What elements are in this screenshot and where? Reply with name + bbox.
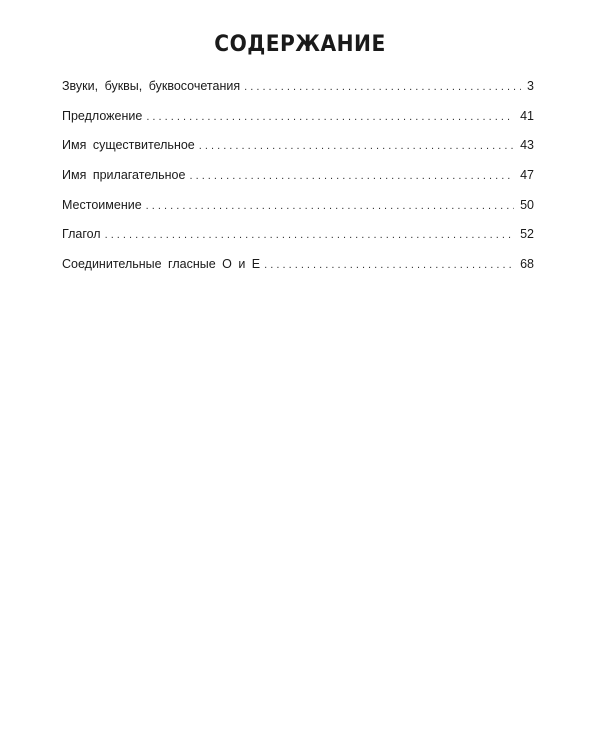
toc-entry-page-number: 43 <box>520 138 534 153</box>
toc-entry-connecting-vowels[interactable] <box>62 250 534 280</box>
dot-leader <box>146 192 514 222</box>
toc-entry-page-number: 68 <box>520 257 534 272</box>
toc-entry-pronoun[interactable] <box>62 191 534 221</box>
toc-entry-page-number: 50 <box>520 197 534 212</box>
toc-entry-label: Местоимение <box>62 197 142 212</box>
toc-entry-noun[interactable] <box>62 131 534 161</box>
toc-entry-label: Звуки, буквы, буквосочетания <box>62 79 241 93</box>
toc-entry-label: Соединительные гласные О и Е <box>62 257 261 272</box>
toc-entry-label: Глагол <box>62 227 101 242</box>
table-of-contents <box>62 72 534 280</box>
dot-leader <box>199 132 514 162</box>
toc-entry-label: Имя прилагательное <box>62 168 186 183</box>
toc-entry-page-number: 52 <box>520 227 534 242</box>
dot-leader <box>244 73 521 103</box>
toc-entry-label: Предложение <box>62 108 143 123</box>
toc-entry-page-number: 47 <box>520 168 534 183</box>
dot-leader <box>146 103 514 133</box>
dot-leader <box>105 221 515 251</box>
toc-entry-sentence[interactable] <box>62 102 534 132</box>
toc-entry-page-number: 41 <box>520 108 534 123</box>
toc-entry-sounds-letters[interactable] <box>62 72 534 102</box>
toc-entry-label: Имя существительное <box>62 138 195 153</box>
toc-entry-page-number: 3 <box>527 79 534 93</box>
toc-entry-verb[interactable] <box>62 220 534 250</box>
dot-leader <box>189 162 514 192</box>
dot-leader <box>264 251 514 281</box>
page-title: СОДЕРЖАНИЕ <box>214 32 386 57</box>
toc-entry-adjective[interactable] <box>62 161 534 191</box>
